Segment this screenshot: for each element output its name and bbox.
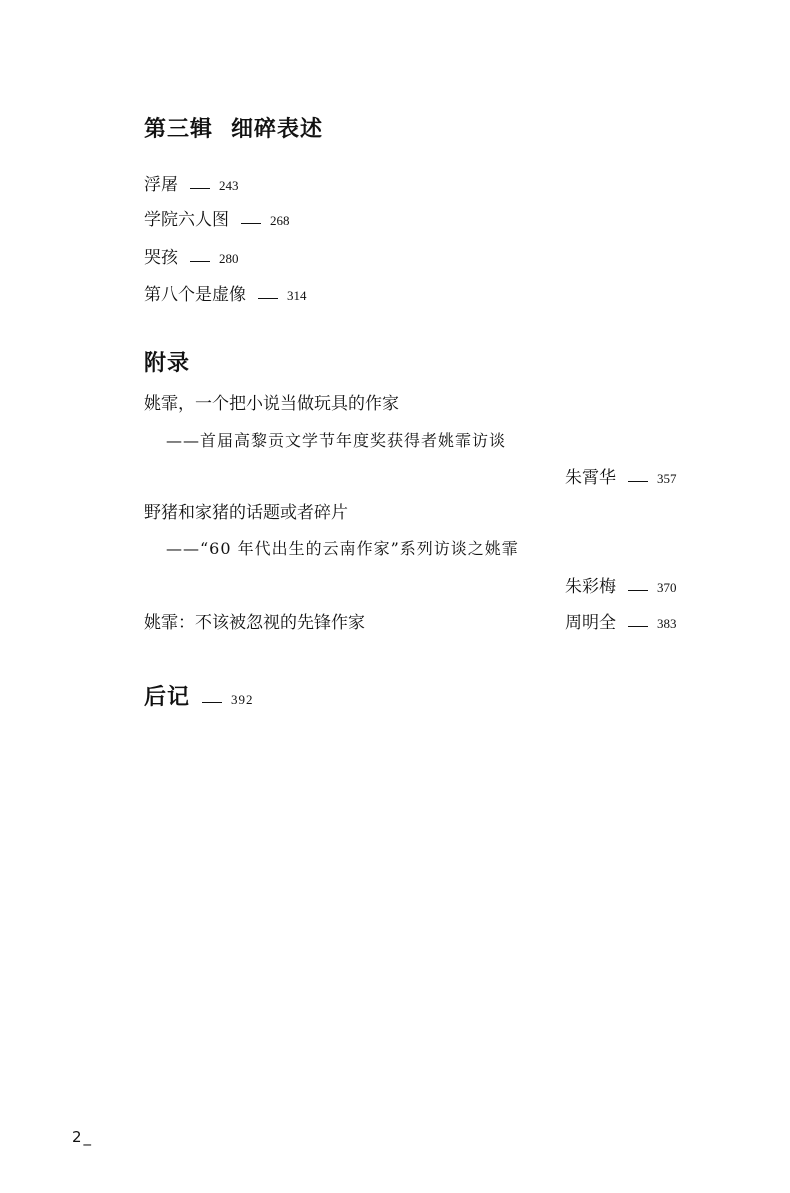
toc-entry[interactable]	[144, 170, 239, 195]
entry-title: 第八个是虚像	[144, 285, 246, 305]
toc-entry[interactable]	[144, 205, 290, 230]
entry-title: 学院六人图	[144, 210, 229, 230]
leader-dash	[241, 223, 261, 224]
section-name: 细碎表述	[231, 117, 324, 142]
author-line	[565, 608, 677, 633]
leader-dash	[628, 626, 648, 627]
leader-dash	[628, 590, 648, 591]
entry-subtitle: ——首届高黎贡文学节年度奖获得者姚霏访谈	[166, 431, 507, 450]
entry-title: 哭孩	[144, 248, 178, 268]
entry-author: 周明全	[565, 613, 616, 633]
page-number: 357	[657, 471, 677, 486]
page-number: 268	[270, 213, 290, 228]
page-number: 243	[219, 178, 239, 193]
leader-dash	[628, 481, 648, 482]
entry-title: 姚霏，一个把小说当做玩具的作家	[144, 394, 399, 414]
page-number: 370	[657, 580, 677, 595]
section-number: 第三辑	[144, 117, 214, 142]
postscript-entry[interactable]	[144, 680, 254, 711]
author-line	[565, 572, 677, 597]
entry-title: 野猪和家猪的话题或者碎片	[144, 503, 348, 523]
page-number: 280	[219, 251, 239, 266]
postscript-heading: 后记	[144, 685, 191, 710]
author-line	[565, 463, 677, 488]
leader-dash	[202, 702, 222, 703]
entry-author: 朱彩梅	[565, 577, 616, 597]
toc-entry[interactable]	[144, 498, 348, 523]
page-number: 383	[657, 616, 677, 631]
toc-entry[interactable]	[144, 243, 239, 268]
toc-entry[interactable]	[144, 280, 307, 305]
page-number: 392	[231, 692, 254, 707]
leader-dash	[190, 188, 210, 189]
toc-entry[interactable]	[144, 389, 399, 414]
section-heading-3	[144, 112, 323, 143]
toc-entry[interactable]	[144, 608, 365, 633]
entry-author: 朱霄华	[565, 468, 616, 488]
entry-subtitle: ——“60 年代出生的云南作家”系列访谈之姚霏	[166, 539, 519, 558]
appendix-heading: 附录	[144, 351, 191, 376]
entry-title: 姚霏：不该被忽视的先锋作家	[144, 613, 365, 633]
page-number: 314	[287, 288, 307, 303]
entry-title: 浮屠	[144, 175, 178, 195]
leader-dash	[190, 261, 210, 262]
page-folio: 2_	[72, 1128, 94, 1146]
leader-dash	[258, 298, 278, 299]
